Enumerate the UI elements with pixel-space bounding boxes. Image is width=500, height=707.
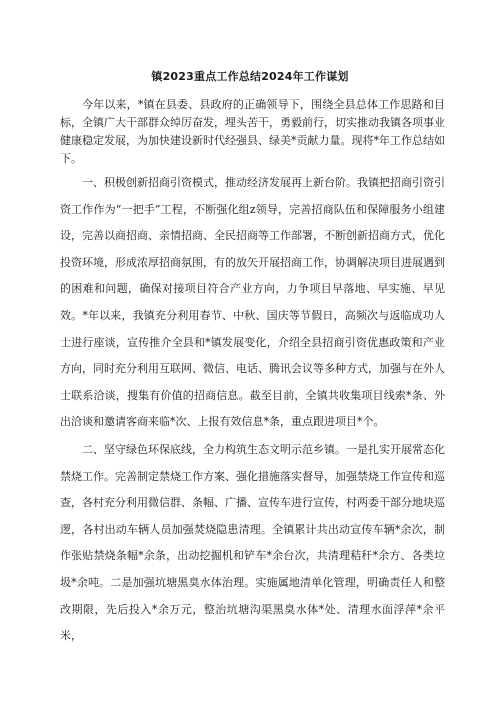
section-2-paragraph: 二、坚守绿色环保底线，全力构筑生态文明示范乡镇。一是扎实开展常态化禁烧工作。完善制定禁烧工作方案、强化措施落实督导，加强禁烧工作宣传和巡查，各村充分利用微信群、条幅、广播、宣传车进行宣传，村两委干部分地块巡逻，各村出动车辆人员加强焚烧隐患清理。全镇累计共出动宣传车辆*余次，制作张贴禁烧条幅*余条，出动挖掘机和铲车*余台次，共清理秸秆*余方、各类垃圾*余吨。二是加强坑塘黑臭水体治理。实施属地清单化管理，明确责任人和整改期限，先后投入*余万元，整治坑塘沟渠黑臭水体*处、清理水面浮萍*余平米， <box>60 443 445 643</box>
intro-paragraph: 今年以来，*镇在县委、县政府的正确领导下，围绕全县总体工作思路和目标，全镇广大干部群众绰厉奋发，埋头苦干，勇毅前行，切实推动我镇各项事业健康稳定发展，为加快建设新时代经强县、绿美*贡献力量。现将*年工作总结如下。 <box>60 98 445 165</box>
section-1-paragraph: 一、积极创新招商引资模式，推动经济发展再上新台阶。我镇把招商引资引资工作作为“一把手”工程，不断强化组z领导，完善招商队伍和保障服务小组建设，完善以商招商、亲情招商、全民招商等工作部署，不断创新招商方式，优化投资环境，形成浓厚招商氛围，有的放矢开展招商工作，协调解决项目进展遇到的困难和问题，确保对接项目符合产业方向，力争项目早落地、早实施、早见效。*年以来，我镇充分利用春节、中秋、国庆等节假日，高频次与返临成功人士进行座谈，宣传推介全县和*镇发展变化，介绍全县招商引资优惠政策和产业方向，同时充分利用互联网、微信、电话、腾讯会议等多种方式，加强与在外人士联系洽谈，搜集有价值的招商信息。截至目前，全镇共收集项目线索*条、外出洽谈和邀请客商来临*次、上报有效信息*条，重点跟进项目*个。 <box>60 176 445 429</box>
document-title: 镇2023重点工作总结2024年工作谋划 <box>151 70 349 83</box>
